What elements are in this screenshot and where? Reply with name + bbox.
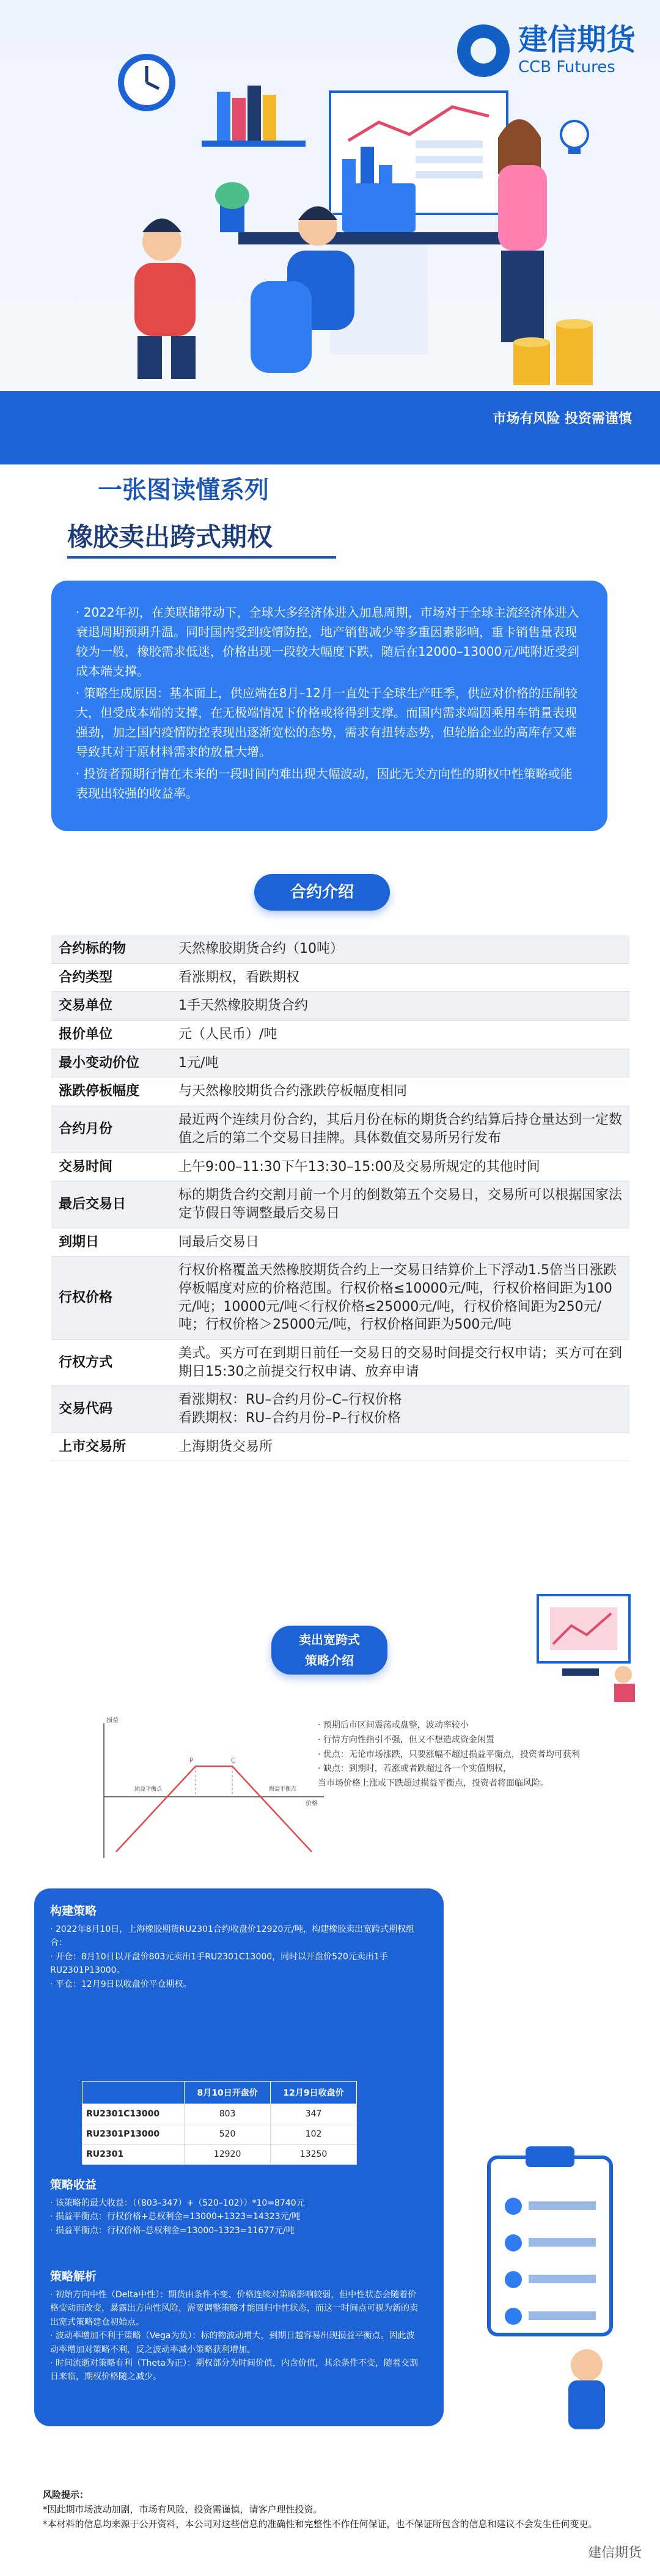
- spec-row: [51, 1228, 629, 1257]
- brand-name-en: CCB Futures: [518, 58, 615, 76]
- analysis-title: 策略解析: [50, 2270, 97, 2283]
- risk-disclaimer: [43, 2487, 629, 2531]
- spec-row: [51, 963, 629, 992]
- spec-value: 看涨期权，看跌期权: [171, 963, 629, 992]
- spec-value: 与天然橡胶期货合约涨跌停板幅度相同: [171, 1077, 629, 1106]
- contract-pill: 合约介绍: [254, 874, 390, 911]
- spec-value: 元（人民币）/吨: [171, 1021, 629, 1049]
- hero-band: [0, 391, 660, 464]
- case-table-row: [82, 2145, 357, 2165]
- spec-value: 行权价格覆盖天然橡胶期货合约上一交易日结算价上下浮动1.5倍当日涨跌停板幅度对应的价格范围。行权价格≤10000元/吨，行权价格间距为100元/吨；10000元/吨＜行权价格≤25000元/吨，行权价格间距为250元/吨；行权价格＞25000元/吨，行权价格间距为500元/吨: [171, 1257, 629, 1340]
- brand-logo: [457, 24, 636, 77]
- spec-value: 1手天然橡胶期货合约: [171, 992, 629, 1021]
- build-line: · 平仓：12月9日以收盘价平仓期权。: [50, 1979, 192, 1989]
- income-line: · 该策略的最大收益：（（803–347）+（520–102））*10=8740元: [50, 2198, 305, 2208]
- spec-row: [51, 1181, 629, 1228]
- spec-row: [51, 935, 629, 963]
- build-title: 构建策略: [50, 1904, 97, 1918]
- income-text: [50, 2196, 429, 2237]
- spec-value: 天然橡胶期货合约（10吨）: [171, 935, 629, 963]
- strategy-note: 当市场价格上涨或下跌超过损益平衡点，投资者将面临风险。: [318, 1778, 549, 1789]
- spec-key: 合约类型: [51, 963, 171, 992]
- risk-slogan: 市场有风险 投资需谨慎: [493, 411, 632, 427]
- case-table-header: [82, 2082, 185, 2104]
- payoff-line: [116, 1766, 312, 1852]
- spec-value: 同最后交易日: [171, 1228, 629, 1257]
- case-table-cell: 13250: [271, 2145, 357, 2165]
- income-line: · 损益平衡点：行权价格–总权利金=13000–1323=11677元/吨: [50, 2225, 295, 2236]
- strategy-pill: 卖出宽跨式 策略介绍: [271, 1626, 387, 1675]
- spec-key: 涨跌停板幅度: [51, 1077, 171, 1106]
- income-line: · 损益平衡点：行权价格+总权利金=13000+1323=14323元/吨: [50, 2212, 301, 2222]
- case-table-cell: 803: [185, 2104, 271, 2124]
- spec-row: [51, 1340, 629, 1386]
- spec-row: [51, 1153, 629, 1181]
- page-title: 橡胶卖出跨式期权: [67, 522, 273, 552]
- spec-value: 美式。买方可在到期日前任一交易日的交易时间提交行权申请；买方可在到期日15:30之前提交行权申请、放弃申请: [171, 1340, 629, 1386]
- spec-value: 上午9:00–11:30下午13:30–15:00及交易所规定的其他时间: [171, 1153, 629, 1181]
- case-table-row: [82, 2124, 357, 2145]
- analysis-line: · 波动率增加不利于策略（Vega为负）：标的物波动增大，到期日越容易出现损益平衡点。因此波动率增加对策略不利，反之波动率减小策略获利增加。: [50, 2331, 415, 2355]
- spec-row: [51, 992, 629, 1021]
- case-table-cell: RU2301P13000: [82, 2124, 185, 2145]
- spec-value: 最近两个连续月份合约，其后月份在标的期货合约结算后持仓量达到一定数值之后的第二个交易日挂牌。具体数值交易所另行发布: [171, 1106, 629, 1153]
- case-price-table: [82, 2081, 357, 2165]
- label-p: P: [189, 1756, 194, 1764]
- breakeven-right: 损益平衡点: [269, 1786, 297, 1793]
- intro-box: [51, 581, 607, 831]
- spec-row: [51, 1257, 629, 1340]
- person-right: [498, 119, 547, 342]
- case-table-row: [82, 2104, 357, 2124]
- case-table-cell: 12920: [185, 2145, 271, 2165]
- hero-illustration: [0, 0, 660, 464]
- analysis-line: · 初始方向中性（Delta中性）：期货由条件不变、价格连续对策略影响较弱，但中性状态会随着价格变动而改变，暴露出方向性风险，需要调整策略才能回归中性状态，而这一时间点可视为新的卖出宽式策略建仓初始点。: [50, 2290, 418, 2327]
- payoff-diagram: [86, 1711, 330, 1870]
- spec-row: [51, 1049, 629, 1077]
- clock-icon: [121, 57, 172, 108]
- case-table-cell: 102: [271, 2124, 357, 2145]
- plant: [215, 182, 249, 232]
- spec-key: 合约标的物: [51, 935, 171, 963]
- intro-paragraph: · 2022年初，在美联储带动下，全球大多经济体进入加息周期，市场对于全球主流经济体进入衰退周期预期升温。同时国内受到疫情防控，地产销售减少等多重因素影响，重卡销售量表现较为一般，橡胶需求低迷，价格出现一段较大幅度下跌，随后在12000–13000元/吨附近受到成本端支撑。: [76, 605, 579, 678]
- case-table-cell: RU2301: [82, 2145, 185, 2165]
- contract-spec-table: [51, 935, 629, 1461]
- lightbulb-icon: [561, 121, 588, 154]
- checklist-illustration: [464, 2139, 642, 2432]
- strategy-notes: [318, 1719, 623, 1791]
- spec-key: 合约月份: [51, 1106, 171, 1153]
- spec-key: 最小变动价位: [51, 1049, 171, 1077]
- series-title: 一张图读懂系列: [98, 476, 269, 504]
- axis-label-profit: 损益: [106, 1717, 119, 1724]
- bookshelf: [202, 86, 306, 147]
- spec-row: [51, 1021, 629, 1049]
- build-line: · 2022年8月10日，上海橡胶期货RU2301合约收盘价12920元/吨，构建橡胶卖出宽跨式期权组合：: [50, 1925, 415, 1948]
- spec-key: 行权价格: [51, 1257, 171, 1340]
- case-table-header: 8月10日开盘价: [185, 2082, 271, 2104]
- build-text: [50, 1923, 429, 1991]
- spec-key: 最后交易日: [51, 1181, 171, 1228]
- title-underline: [67, 556, 336, 559]
- build-line: · 开仓：8月10日以开盘价803元卖出1手RU2301C13000，同时以开盘价520元卖出1手RU2301P13000。: [50, 1951, 388, 1976]
- intro-paragraph: · 策略生成原因：基本面上，供应端在8月–12月一直处于全球生产旺季，供应对价格的压制较大，但受成本端的支撑，在无极端情况下价格或将得到支撑。而国内需求端因乘用车销量表现强劲，加之国内疫情防控表现出逐渐宽松的态势，需求有扭转态势，但轮胎企业的高库存又难导致其对于原材料需求的放量大增。: [76, 686, 578, 759]
- spec-row: [51, 1106, 629, 1153]
- strategy-note: · 优点：无论市场涨跌，只要涨幅不超过损益平衡点，投资者均可获利: [318, 1749, 580, 1760]
- strategy-note: · 行情方向性指引不强，但又不想造成资金闲置: [318, 1734, 494, 1745]
- analysis-text: [50, 2288, 423, 2384]
- spec-value: 标的期货合约交割月前一个月的倒数第五个交易日，交易所可以根据国家法定节假日等调整最后交易日: [171, 1181, 629, 1228]
- case-table-header: 12月9日收盘价: [271, 2082, 357, 2104]
- spec-value: 上海期货交易所: [171, 1433, 629, 1461]
- spec-row: [51, 1433, 629, 1461]
- label-c: C: [231, 1756, 236, 1764]
- spec-key: 交易代码: [51, 1386, 171, 1433]
- spec-row: [51, 1386, 629, 1433]
- spec-row: [51, 1077, 629, 1106]
- case-table-cell: 520: [185, 2124, 271, 2145]
- spec-key: 交易时间: [51, 1153, 171, 1181]
- spec-value: 看涨期权：RU–合约月份–C–行权价格 看跌期权：RU–合约月份–P–行权价格: [171, 1386, 629, 1433]
- strategy-note: · 预期后市区间震荡或盘整，波动率较小: [318, 1720, 469, 1730]
- intro-paragraph: · 投资者预期行情在未来的一段时间内难出现大幅波动，因此无关方向性的期权中性策略或能表现出较强的收益率。: [76, 766, 573, 801]
- spec-value: 1元/吨: [171, 1049, 629, 1077]
- case-table-cell: 347: [271, 2104, 357, 2124]
- spec-key: 上市交易所: [51, 1433, 171, 1461]
- spec-key: 交易单位: [51, 992, 171, 1021]
- breakeven-left: 损益平衡点: [134, 1786, 163, 1793]
- case-table-cell: RU2301C13000: [82, 2104, 185, 2124]
- risk-line: *本材料的信息均来源于公开资料，本公司对这些信息的准确性和完整性不作任何保证，也不保证所包含的信息和建议不会发生任何变更。: [43, 2519, 598, 2530]
- income-title: 策略收益: [50, 2178, 97, 2192]
- risk-line: *因此期市场波动加剧，市场有风险，投资需谨慎，请客户理性投资。: [43, 2504, 323, 2515]
- watermark: 建信期货: [587, 2545, 642, 2561]
- ccb-logo-icon: [457, 24, 510, 77]
- strategy-note: · 缺点：到期时，若涨或者跌超过各一个实值期权，: [318, 1764, 512, 1774]
- analyst-illustration: [526, 1583, 648, 1705]
- spec-key: 报价单位: [51, 1021, 171, 1049]
- axis-label-price: 价格: [306, 1800, 318, 1807]
- spec-key: 到期日: [51, 1228, 171, 1257]
- brand-name-cn: 建信期货: [518, 23, 636, 57]
- person-left: [134, 219, 196, 380]
- analysis-line: · 时间流逝对策略有利（Theta为正）：期权部分为时间价值，内含价值，其余条件不变，随着交割日来临，期权价格随之减少。: [50, 2358, 419, 2382]
- spec-key: 行权方式: [51, 1340, 171, 1386]
- risk-title: 风险提示：: [43, 2489, 89, 2500]
